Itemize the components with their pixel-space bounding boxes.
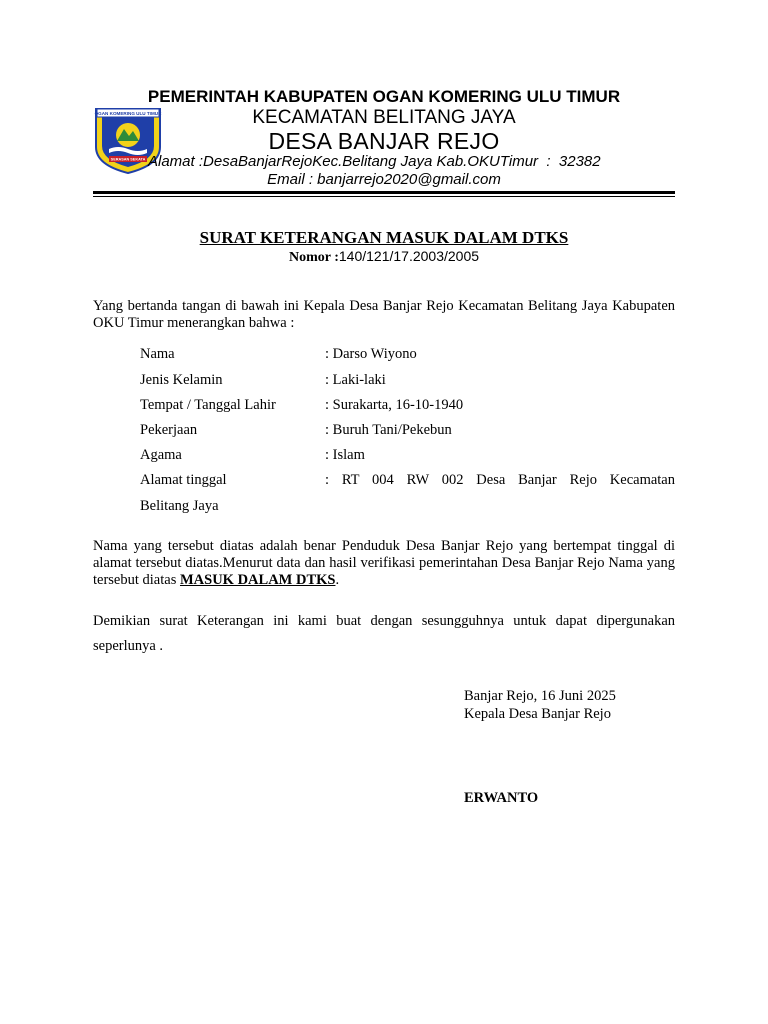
field-label-nama: Nama [140,346,175,362]
signature-position: Kepala Desa Banjar Rejo [464,706,611,722]
letter-number-value: 140/121/17.2003/2005 [338,248,480,264]
field-label-agama: Agama [140,447,182,463]
letterhead-village: DESA BANJAR REJO [268,128,500,154]
field-value-alamat-continuation: Belitang Jaya [140,498,219,514]
signature-name: ERWANTO [464,790,539,806]
letter-title: SURAT KETERANGAN MASUK DALAM DTKS [199,228,569,247]
letterhead-email: Email : banjarrejo2020@gmail.com [267,171,501,188]
field-label-pekerjaan: Pekerjaan [140,422,198,438]
logo-bottom-text: SERASAN SEKATA [110,157,146,162]
closing-line-1: Demikian surat Keterangan ini kami buat dengan sesungguhnya untuk dapat dipergunakan [93,613,675,629]
field-label-jenis-kelamin: Jenis Kelamin [140,372,223,388]
field-value-nama: : Darso Wiyono [325,346,417,362]
field-value-alamat-tinggal: : RT 004 RW 002 Desa Banjar Rejo Kecamatan [325,472,675,488]
letterhead-rule-thick [93,191,675,194]
letterhead-rule-thin [93,196,675,197]
field-value-tempat-tanggal-lahir: : Surakarta, 16-10-1940 [325,397,464,413]
statement-paragraph [93,538,675,589]
closing-line-2: seperlunya . [93,638,164,654]
field-label-tempat-tanggal-lahir: Tempat / Tanggal Lahir [140,397,276,413]
field-value-agama: : Islam [325,447,365,463]
letterhead-address: Alamat :DesaBanjarRejoKec.Belitang Jaya Kab.OKUTimur : 32382 [148,153,601,170]
field-value-jenis-kelamin: : Laki-laki [325,372,386,388]
statement-end: . [335,572,340,588]
letterhead-government: PEMERINTAH KABUPATEN OGAN KOMERING ULU TIMUR [147,87,621,106]
letter-number [0,248,768,266]
logo-top-text: OGAN KOMERING ULU TIMUR [94,111,162,117]
statement-emphasis: MASUK DALAM DTKS [179,572,336,588]
field-label-alamat-tinggal: Alamat tinggal [140,472,227,488]
statement-text: Nama yang tersebut diatas adalah benar Penduduk Desa Banjar Rejo yang bertempat tinggal di alamat tersebut diatas.Menurut data dan hasil verifikasi pemerintahan Desa Banjar Rejo Nama yang tersebut diatas [93,538,675,588]
field-value-pekerjaan: : Buruh Tani/Pekebun [325,422,452,438]
letterhead-district: KECAMATAN BELITANG JAYA [252,107,516,128]
letter-number-label: Nomor : [288,250,339,265]
signature-place-date: Banjar Rejo, 16 Juni 2025 [464,688,616,704]
intro-paragraph: Yang bertanda tangan di bawah ini Kepala Desa Banjar Rejo Kecamatan Belitang Jaya Kabupaten OKU Timur menerangkan bahwa : [93,298,675,331]
